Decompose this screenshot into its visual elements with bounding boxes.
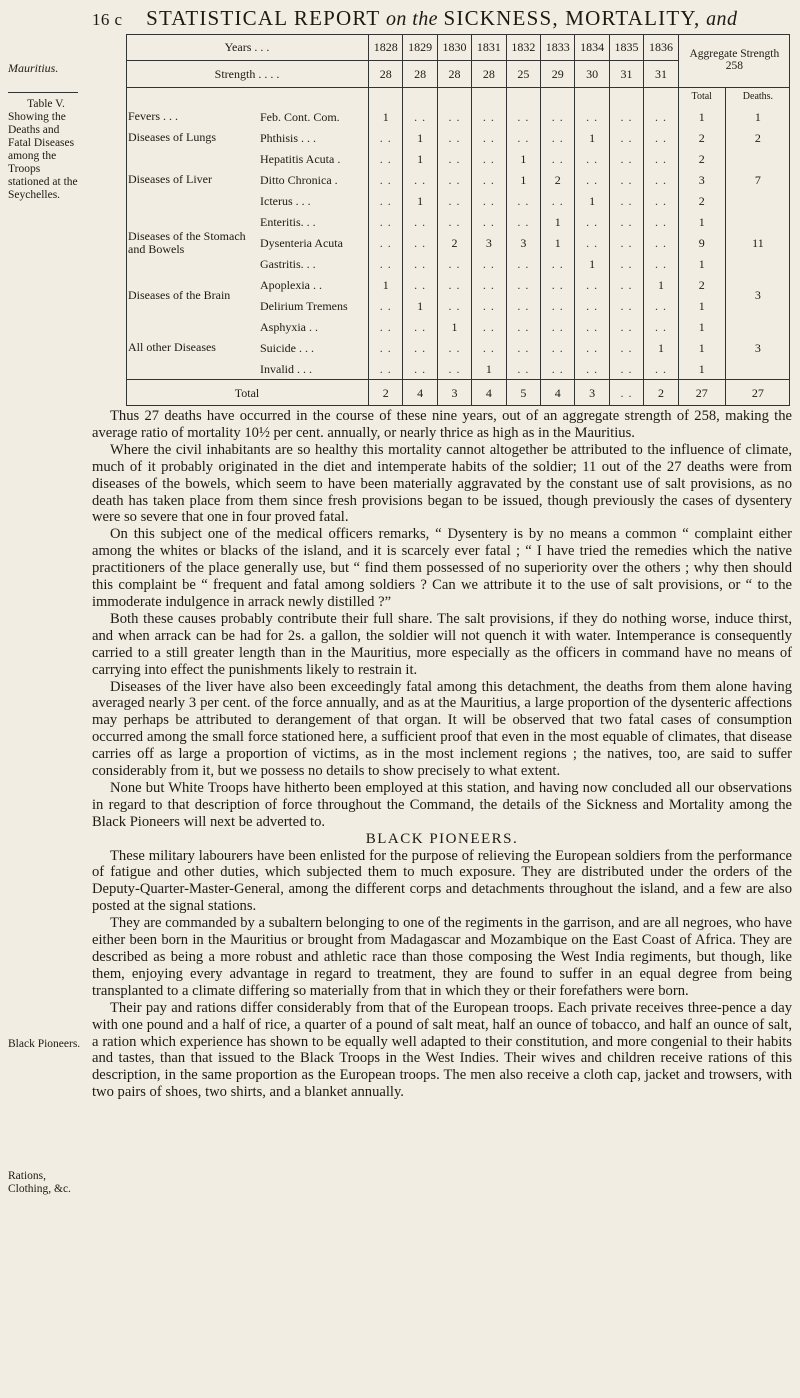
disease-label: Gastritis. . . [260, 256, 316, 271]
row-total: 3 [678, 169, 725, 190]
table-row [126, 211, 790, 232]
cell-value: . . [403, 316, 437, 337]
disease-label: Ditto Chronica . [260, 172, 338, 187]
cell-value: . . [609, 232, 643, 253]
cell-value: . . [609, 316, 643, 337]
cell-value: 1 [437, 316, 471, 337]
cell-value: . . [437, 337, 471, 358]
cell-value: . . [541, 106, 575, 127]
cell-value: . . [472, 253, 506, 274]
blank-cell [541, 87, 575, 106]
years-label: Years . . . [126, 34, 369, 60]
cell-value: 1 [369, 274, 403, 295]
cell-value: 1 [575, 190, 609, 211]
total-value: 4 [472, 380, 506, 406]
cell-value: . . [541, 358, 575, 380]
year-1829: 1829 [403, 34, 437, 60]
margin-black-pioneers: Black Pioneers. [8, 1038, 81, 1050]
cell-value: . . [609, 253, 643, 274]
disease-label: Icterus . . . [260, 193, 311, 208]
group-total: 11 [725, 211, 790, 274]
cell-value: . . [575, 358, 609, 380]
cell-value: . . [369, 316, 403, 337]
cell-value: . . [403, 169, 437, 190]
row-total: 1 [678, 106, 725, 127]
disease-label: Delirium Tremens [260, 298, 348, 313]
disease-label: Feb. Cont. Com. [260, 109, 340, 124]
deaths-label: Deaths. [725, 87, 790, 106]
row-total: 2 [678, 148, 725, 169]
cell-value: 1 [541, 211, 575, 232]
cell-value: . . [472, 127, 506, 148]
cell-value: . . [644, 169, 678, 190]
cell-value: 1 [644, 337, 678, 358]
cell-value: . . [506, 337, 540, 358]
cell-value: 2 [437, 232, 471, 253]
cell-value: . . [403, 274, 437, 295]
year-1828: 1828 [369, 34, 403, 60]
strength-value: 30 [575, 60, 609, 87]
table-row [126, 148, 790, 169]
disease-label: Hepatitis Acuta . [260, 151, 341, 166]
cell-value: . . [472, 316, 506, 337]
cell-value: . . [609, 295, 643, 316]
group-label: All other Diseases [128, 340, 216, 355]
paragraph: These military labourers have been enlisted for the purpose of relieving the European soldiers from the performance of fatigue and other duties, which subjected them to much exposure. They are distributed under the orders of the Deputy-Quarter-Master-General, among the different corps and detachments throughout the island, and a few are also posted at the signal stations. [92, 847, 792, 915]
cell-value: . . [369, 211, 403, 232]
cell-value: . . [437, 211, 471, 232]
blank-cell [575, 87, 609, 106]
total-value: 3 [575, 380, 609, 406]
year-1832: 1832 [506, 34, 540, 60]
total-value: . . [609, 380, 643, 406]
cell-value: . . [575, 106, 609, 127]
total-value: 3 [437, 380, 471, 406]
blank-cell [609, 87, 643, 106]
page-number: 16 c [92, 10, 123, 29]
paragraph: Their pay and rations differ considerably from that of the European troops. Each private receives three-pence a day with one pound and a half of rice, a quarter of a pound of salt meat, half an ounce of tobacco, and half an ounce of salt, a ration which experience has shown to be equally well adapted to their constitution, and more congenial to their habits and tastes, than that issued to the Black Troops in the West Indies. Their wives and children receive rations of this description, in the same proportion as the European troops. The men also receive a cloth cap, jacket and trowsers, with two pairs of shoes, two shirts, and a blanket annually. [92, 999, 792, 1101]
table-row [126, 274, 790, 295]
cell-value: . . [609, 211, 643, 232]
cell-value: . . [369, 190, 403, 211]
group-label: Fevers . . . [128, 109, 178, 124]
disease-label: Asphyxia . . [260, 319, 318, 334]
disease-label: Phthisis . . . [260, 130, 317, 145]
strength-value: 31 [644, 60, 678, 87]
row-total: 1 [678, 253, 725, 274]
paragraph: On this subject one of the medical officers remarks, “ Dysentery is by no means a common “ complaint either among the whites or blacks of the island, and it is scarcely ever fatal ; “ I have tried the remedies which the native practitioners of the place generally use, but “ find them possessed of no superiority over the others ; why then should this complaint be “ frequent and fatal among soldiers ? Can we attribute it to the use of salt provisions, or “ to the immoderate indulgence in arrack newly distilled ?” [92, 526, 792, 610]
table-row [126, 127, 790, 148]
totals-row [126, 380, 790, 406]
cell-value: . . [644, 106, 678, 127]
cell-value: . . [644, 211, 678, 232]
cell-value: . . [575, 274, 609, 295]
cell-value: . . [506, 253, 540, 274]
aggregate-label: Aggregate Strength [689, 48, 780, 61]
cell-value: 1 [506, 148, 540, 169]
disease-label: Suicide . . . [260, 340, 314, 355]
running-header [92, 6, 792, 34]
cell-value: . . [609, 106, 643, 127]
row-total: 9 [678, 232, 725, 253]
cell-value: . . [472, 169, 506, 190]
cell-value: 1 [403, 190, 437, 211]
cell-value: . . [575, 337, 609, 358]
margin-table-note [8, 98, 84, 202]
subheader-row [126, 87, 790, 106]
blank-cell [403, 87, 437, 106]
year-1831: 1831 [472, 34, 506, 60]
cell-value: 1 [575, 127, 609, 148]
cell-value: . . [506, 295, 540, 316]
cell-value: . . [369, 148, 403, 169]
disease-label: Invalid . . . [260, 361, 312, 376]
cell-value: . . [437, 127, 471, 148]
total-sum-deaths: 27 [725, 380, 790, 406]
cell-value: . . [644, 148, 678, 169]
cell-value: . . [575, 295, 609, 316]
cell-value: . . [644, 127, 678, 148]
year-1833: 1833 [541, 34, 575, 60]
cell-value: . . [575, 316, 609, 337]
cell-value: . . [609, 274, 643, 295]
group-label: Diseases of the Stomach and Bowels [128, 228, 246, 256]
cell-value: 1 [644, 274, 678, 295]
year-1835: 1835 [609, 34, 643, 60]
header-title: STATISTICAL REPORT [146, 6, 381, 30]
cell-value: 2 [541, 169, 575, 190]
header-title-italic: on the [386, 8, 438, 30]
strength-value: 28 [403, 60, 437, 87]
total-value: 2 [644, 380, 678, 406]
table-row [126, 316, 790, 337]
cell-value: . . [644, 232, 678, 253]
cell-value: . . [644, 295, 678, 316]
cell-value: . . [644, 253, 678, 274]
total-value: 4 [541, 380, 575, 406]
cell-value: . . [403, 106, 437, 127]
row-total: 2 [678, 127, 725, 148]
blank-cell [369, 87, 403, 106]
body-text [92, 408, 792, 1101]
cell-value: . . [575, 148, 609, 169]
section-title: BLACK PIONEERS. [365, 830, 519, 847]
cell-value: 3 [472, 232, 506, 253]
group-total: 1 [725, 106, 790, 127]
cell-value: . . [541, 295, 575, 316]
cell-value: . . [609, 148, 643, 169]
cell-value: . . [644, 358, 678, 380]
cell-value: . . [472, 337, 506, 358]
cell-value: . . [369, 337, 403, 358]
row-total: 2 [678, 190, 725, 211]
cell-value: . . [369, 358, 403, 380]
cell-value: . . [369, 169, 403, 190]
cell-value: 3 [506, 232, 540, 253]
cell-value: . . [506, 190, 540, 211]
cell-value: . . [403, 232, 437, 253]
blank-cell [644, 87, 678, 106]
cell-value: . . [541, 253, 575, 274]
group-label: Diseases of the Brain [128, 287, 231, 302]
cell-value: . . [644, 316, 678, 337]
cell-value: . . [437, 148, 471, 169]
strength-value: 28 [369, 60, 403, 87]
blank-cell [126, 87, 369, 106]
cell-value: . . [506, 316, 540, 337]
cell-value: . . [506, 274, 540, 295]
strength-value: 29 [541, 60, 575, 87]
cell-value: . . [541, 274, 575, 295]
totals-label: Total [126, 380, 369, 406]
strength-value: 28 [472, 60, 506, 87]
group-total: 3 [725, 274, 790, 316]
cell-value: . . [609, 337, 643, 358]
cell-value: . . [403, 253, 437, 274]
cell-value: . . [506, 358, 540, 380]
cell-value: . . [472, 295, 506, 316]
cell-value: . . [437, 295, 471, 316]
year-1834: 1834 [575, 34, 609, 60]
cell-value: . . [541, 337, 575, 358]
cell-value: . . [506, 211, 540, 232]
cell-value: . . [403, 337, 437, 358]
cell-value: . . [506, 127, 540, 148]
strength-label: Strength . . . . [126, 60, 369, 87]
cell-value: . . [472, 211, 506, 232]
cell-value: . . [609, 127, 643, 148]
margin-rations: Rations, Clothing, &c. [8, 1170, 71, 1195]
group-total: 3 [725, 316, 790, 380]
cell-value: . . [609, 169, 643, 190]
row-total: 1 [678, 316, 725, 337]
aggregate-strength: 258 [725, 60, 743, 73]
cell-value: 1 [575, 253, 609, 274]
total-value: 2 [369, 380, 403, 406]
cell-value: . . [609, 190, 643, 211]
strength-value: 31 [609, 60, 643, 87]
paragraph: They are commanded by a subaltern belonging to one of the regiments in the garrison, and are all negroes, who have either been born in the Mauritius or brought from Madagascar and Mozambique on the East Coast of Africa. They are described as being a more robust and athletic race than those composing the West India regiments, but though, like them, enjoying every advantage in regard to treatment, they are found to suffer in an equal degree from being transplanted to a climate differing so materially from that in which they or their forefathers were born. [92, 915, 792, 999]
aggregate-cell [678, 34, 790, 87]
group-total: 2 [725, 127, 790, 148]
cell-value: . . [541, 127, 575, 148]
cell-value: . . [437, 190, 471, 211]
cell-value: 1 [369, 106, 403, 127]
group-label: Diseases of Liver [128, 172, 212, 187]
margin-table-desc: Showing the Deaths and Fatal Diseases among the Troops stationed at the Seychelles. [8, 111, 78, 201]
cell-value: . . [472, 190, 506, 211]
cell-value: . . [437, 106, 471, 127]
margin-rule [8, 92, 78, 93]
cell-value: 1 [541, 232, 575, 253]
margin-running: Mauritius. [8, 61, 59, 75]
cell-value: . . [369, 232, 403, 253]
cell-value: . . [506, 106, 540, 127]
cell-value: 1 [403, 127, 437, 148]
mortality-table [126, 34, 790, 406]
cell-value: . . [575, 169, 609, 190]
row-total: 2 [678, 274, 725, 295]
cell-value: . . [369, 253, 403, 274]
total-value: 4 [403, 380, 437, 406]
cell-value: . . [575, 232, 609, 253]
row-total: 1 [678, 358, 725, 380]
header-title-end: and [706, 8, 738, 30]
row-total: 1 [678, 211, 725, 232]
cell-value: . . [437, 358, 471, 380]
margin-table-title: Table V. [27, 98, 65, 110]
group-label: Diseases of Lungs [128, 130, 216, 145]
row-total: 1 [678, 337, 725, 358]
paragraph: Where the civil inhabitants are so healthy this mortality cannot altogether be attributed to the influence of climate, much of it probably originated in the diet and intemperate habits of the soldier; 11 out of the 27 deaths were from diseases of the bowels, which seem to have been materially aggravated by the constant use of salt provisions, as no death has taken place from them since fresh provisions began to be issued, though previously the cases of dysentery were so severe that one in four proved fatal. [92, 441, 792, 526]
paragraph: Both these causes probably contribute their full share. The salt provisions, if they do nothing worse, induce thirst, and when arrack can be had for 2s. a gallon, the soldier will not quench it with water. Intemperance is consequently carried to a still greater length than in the Mauritius, more especially as the officers in command have no means of carrying into effect the punishments likely to restrain it. [92, 610, 792, 678]
cell-value: . . [541, 316, 575, 337]
blank-cell [437, 87, 471, 106]
year-1836: 1836 [644, 34, 678, 60]
disease-label: Enteritis. . . [260, 214, 316, 229]
year-1830: 1830 [437, 34, 471, 60]
blank-cell [472, 87, 506, 106]
cell-value: . . [644, 190, 678, 211]
disease-label: Dysenteria Acuta [260, 235, 343, 250]
cell-value: . . [575, 211, 609, 232]
cell-value: . . [472, 274, 506, 295]
cell-value: . . [541, 190, 575, 211]
total-value: 5 [506, 380, 540, 406]
strength-value: 28 [437, 60, 471, 87]
paragraph: None but White Troops have hitherto been employed at this station, and having now concluded all our observations in regard to that description of force throughout the Command, the details of the Sickness and Mortality among the Black Pioneers will next be adverted to. [92, 779, 792, 830]
cell-value: . . [403, 211, 437, 232]
cell-value: . . [609, 358, 643, 380]
total-sum: 27 [678, 380, 725, 406]
cell-value: . . [369, 295, 403, 316]
header-title-rest: SICKNESS, MORTALITY, [443, 6, 701, 30]
blank-cell [506, 87, 540, 106]
cell-value: 1 [403, 295, 437, 316]
cell-value: 1 [506, 169, 540, 190]
row-total: 1 [678, 295, 725, 316]
total-label: Total [678, 87, 725, 106]
cell-value: . . [437, 169, 471, 190]
cell-value: . . [472, 148, 506, 169]
group-total: 7 [725, 148, 790, 211]
paragraph: Thus 27 deaths have occurred in the course of these nine years, out of an aggregate strength of 258, making the average ratio of mortality 10½ per cent. annually, or nearly thrice as high as in the Mauritius. [92, 408, 792, 441]
years-row [126, 34, 790, 60]
cell-value: 1 [472, 358, 506, 380]
cell-value: . . [437, 274, 471, 295]
disease-label: Apoplexia . . [260, 277, 322, 292]
table-row [126, 106, 790, 127]
cell-value: . . [541, 148, 575, 169]
cell-value: . . [472, 106, 506, 127]
cell-value: . . [369, 127, 403, 148]
strength-value: 25 [506, 60, 540, 87]
paragraph: Diseases of the liver have also been exceedingly fatal among this detachment, the deaths from them alone having averaged nearly 3 per cent. of the force annually, and as at the Mauritius, a large proportion of the dysenteric affections may perhaps be attributed to derangement of that organ. It will be observed that two fatal cases of consumption occurred among the small force stationed here, a sufficient proof that even in the most equable of climates, that disease carries off as large a proportion of victims, as in the most inclement regions ; the natives, too, are said to suffer considerably from it, but we possess no details to show precisely to what extent. [92, 678, 792, 780]
cell-value: . . [403, 358, 437, 380]
cell-value: 1 [403, 148, 437, 169]
cell-value: . . [437, 253, 471, 274]
